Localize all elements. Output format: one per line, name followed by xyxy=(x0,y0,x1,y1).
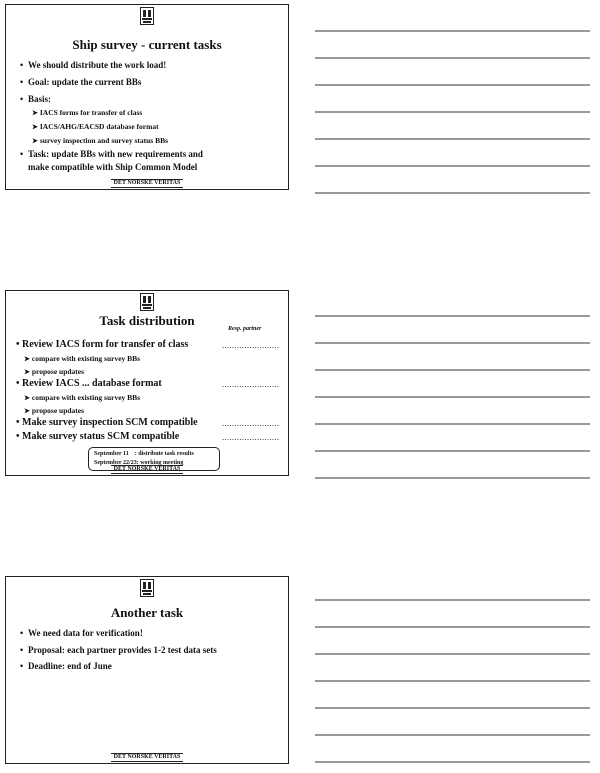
sub-bullet: ➤ compare with existing survey BBs xyxy=(24,354,141,363)
bullet: • Proposal: each partner provides 1-2 test data sets xyxy=(20,645,217,655)
sub-bullet: ➤ IACS/AHG/EACSD database format xyxy=(32,122,159,131)
note-line: September 22/23: working meeting xyxy=(94,460,184,466)
bullet: • Goal: update the current BBs xyxy=(20,77,142,87)
sub-bullet: ➤ compare with existing survey BBs xyxy=(24,393,141,402)
slide-title: Ship survey - current tasks xyxy=(72,37,222,52)
sub-bullet: ➤ propose updates xyxy=(24,367,85,376)
note-lines-group-1 xyxy=(315,31,590,193)
slide-title: Another task xyxy=(110,605,184,620)
dot-leader: ....................... xyxy=(222,341,280,350)
dnv-logo-icon xyxy=(140,7,154,25)
slide-footer: DET NORSKE VERITAS xyxy=(6,465,288,474)
slide-footer: DET NORSKE VERITAS xyxy=(6,753,288,762)
slide-2 xyxy=(5,290,289,476)
resp-partner-label: Resp. partner xyxy=(228,326,262,332)
slide-footer: DET NORSKE VERITAS xyxy=(6,179,288,188)
sub-bullet: ➤ propose updates xyxy=(24,406,85,415)
sub-bullet: ➤ IACS forms for transfer of class xyxy=(32,108,143,117)
note-line: September 11 : distribute task results xyxy=(94,451,194,457)
dnv-logo-icon xyxy=(140,293,154,311)
slide-title: Task distribution xyxy=(99,313,195,328)
slide-1 xyxy=(5,4,289,190)
bullet: • Review IACS ... database format xyxy=(16,378,162,389)
dnv-logo-icon xyxy=(140,579,154,597)
bullet: • Basis: xyxy=(20,94,52,104)
bullet: • We need data for verification! xyxy=(20,628,143,638)
dot-leader: ....................... xyxy=(222,380,280,389)
bullet: • Deadline: end of June xyxy=(20,661,112,671)
bullet: • Task: update BBs with new requirements and xyxy=(20,149,203,159)
bullet-continuation: make compatible with Ship Common Model xyxy=(28,162,198,172)
bullet: • Make survey inspection SCM compatible xyxy=(16,417,198,428)
slide-3 xyxy=(5,576,289,764)
sub-bullet: ➤ survey inspection and survey status BBs xyxy=(32,136,169,145)
bullet: • Review IACS form for transfer of class xyxy=(16,339,189,350)
note-lines-group-3 xyxy=(315,600,590,762)
bullet: • Make survey status SCM compatible xyxy=(16,431,180,442)
dot-leader: ....................... xyxy=(222,419,280,428)
note-lines-group-2 xyxy=(315,316,590,478)
bullet: • We should distribute the work load! xyxy=(20,60,167,70)
dot-leader: ....................... xyxy=(222,433,280,442)
